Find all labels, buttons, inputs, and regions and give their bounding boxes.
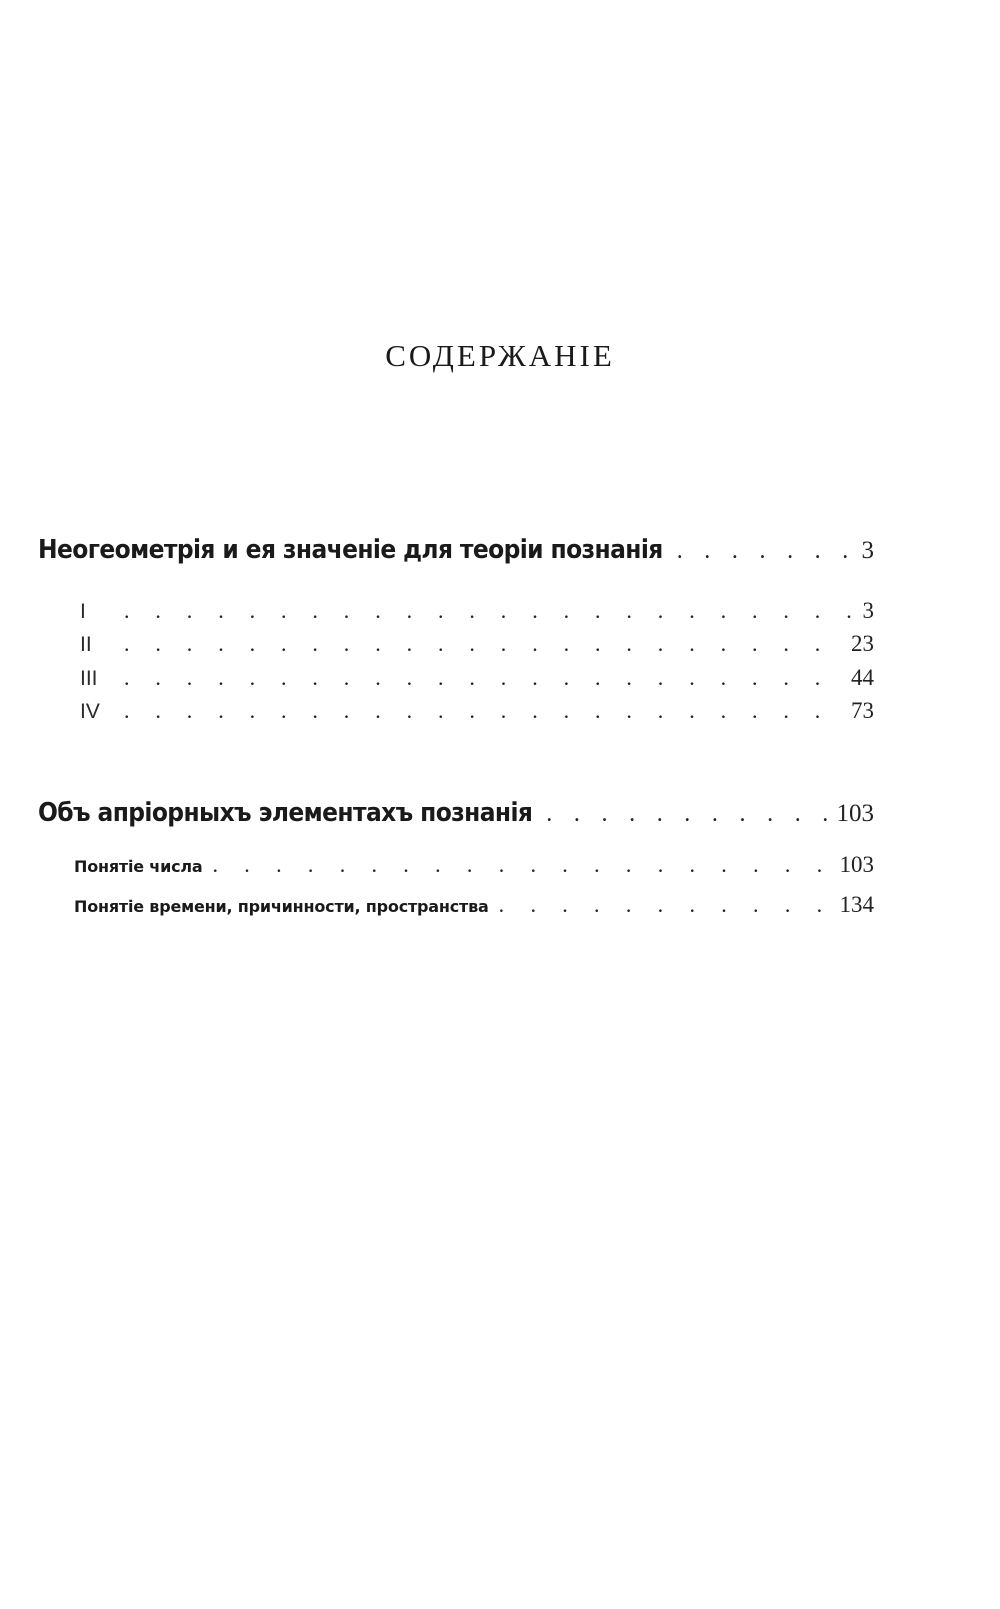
entry-page-number: 73 [851,698,874,723]
entry-page-number: 44 [851,665,874,690]
entry-page-number: 134 [839,892,874,917]
toc-entry-ii[interactable] [80,631,874,661]
toc-entry-iii[interactable] [80,665,874,695]
entry-label: Понятіе времени, причинности, пространства [74,897,489,916]
dot-leader [124,598,857,624]
toc-entry-iv[interactable] [80,698,874,728]
entry-page-number: 3 [862,598,874,623]
entry-label: I [80,600,86,623]
entry-label: II [80,633,92,656]
dot-leader [124,698,845,724]
section-page-number: 3 [861,537,874,564]
entry-page-number: 103 [839,852,874,877]
entry-label: IV [80,700,100,723]
dot-leader [677,538,856,565]
dot-leader [499,892,834,918]
contents-title: СОДЕРЖАНІЕ [385,338,615,373]
section-title: Объ апріорныхъ элементахъ познанія [38,798,533,828]
entry-label: III [80,667,98,690]
entry-label: Понятіе числа [74,857,203,876]
dot-leader [546,801,830,828]
toc-entry-number-concept[interactable] [74,852,874,882]
entry-page-number: 23 [851,631,874,656]
toc-section-neogeometry[interactable] [38,535,874,575]
dot-leader [124,665,845,691]
section-page-number: 103 [836,800,874,827]
dot-leader [213,852,834,878]
toc-entry-time-causality-space[interactable] [74,892,874,922]
toc-section-a-priori[interactable] [38,798,874,838]
dot-leader [124,631,845,657]
section-title: Неогеометрія и ея значеніе для теоріи познанія [38,535,663,565]
toc-entry-i[interactable] [80,598,874,628]
